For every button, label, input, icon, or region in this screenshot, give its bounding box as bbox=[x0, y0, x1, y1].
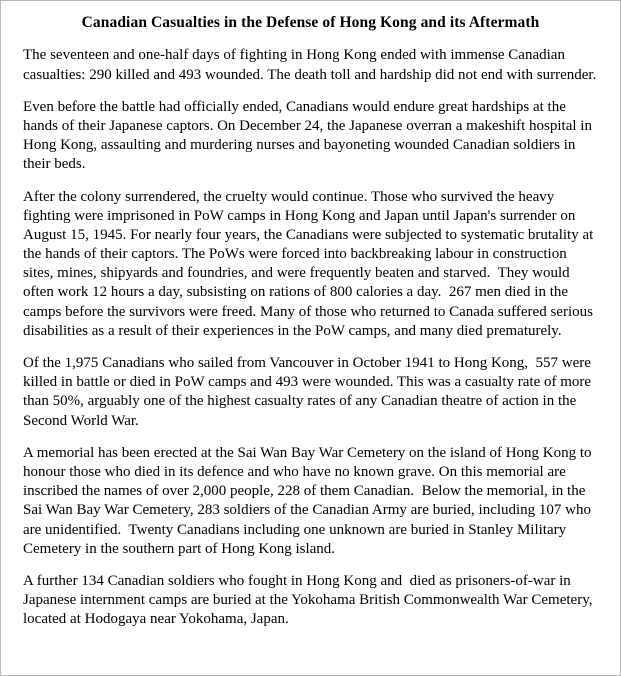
paragraph-6: A further 134 Canadian soldiers who fought in Hong Kong and died as prisoners-of-war in Japanese internment camps are buried at the Yokohama British Commonwealth War Cemetery, located at Hodogaya near Yokohama, Japan. bbox=[23, 572, 597, 628]
paragraph-5: A memorial has been erected at the Sai Wan Bay War Cemetery on the island of Hong Kong to honour those who died in its defence and who have no known grave. On this memorial are inscribed the names of over 2,000 people, 228 of them Canadian. Below the memorial, in the Sai Wan Bay War Cemetery, 283 soldiers of the Canadian Army are buried, including 107 who are unidentified. Twenty Canadians including one unknown are buried in Stanley Military Cemetery in the southern part of Hong Kong island. bbox=[23, 444, 596, 557]
paragraph-4: Of the 1,975 Canadians who sailed from Vancouver in October 1941 to Hong Kong, 557 were killed in battle or died in PoW camps and 493 were wounded. This was a casualty rate of more than 50%, arguably one of the highest casualty rates of any Canadian theatre of action in the Second World War. bbox=[23, 355, 595, 429]
paragraph-2: Even before the battle had officially ended, Canadians would endure great hardships at the hands of their Japanese captors. On December 24, the Japanese overran a makeshift hospital in Hong Kong, assaulting and murdering nurses and bayoneting wounded Canadian soldiers in their beds. bbox=[23, 98, 596, 173]
paragraph-3: After the colony surrendered, the cruelty would continue. Those who survived the heavy fighting were imprisoned in PoW camps in Hong Kong and Japan until Japan's surrender on August 15, 1945. For nearly four years, the Canadians were subjected to systematic brutality at the hands of their captors. The PoWs were forced into backbreaking labour in construction sites, mines, shipyards and foundries, and were frequently beaten and starved. They would often work 12 hours a day, subsisting on rations of 800 calories a day. 267 men died in the camps before the survivors were freed. Many of those who returned to Canada suffered serious disabilities as a result of their experiences in the PoW camps, and many died prematurely. bbox=[23, 188, 598, 339]
page-title: Canadian Casualties in the Defense of Hong Kong and its Aftermath bbox=[81, 14, 540, 31]
paragraph-1: The seventeen and one-half days of fighting in Hong Kong ended with immense Canadian casualties: 290 killed and 493 wounded. The death toll and hardship did not end with surrender. bbox=[23, 47, 597, 83]
